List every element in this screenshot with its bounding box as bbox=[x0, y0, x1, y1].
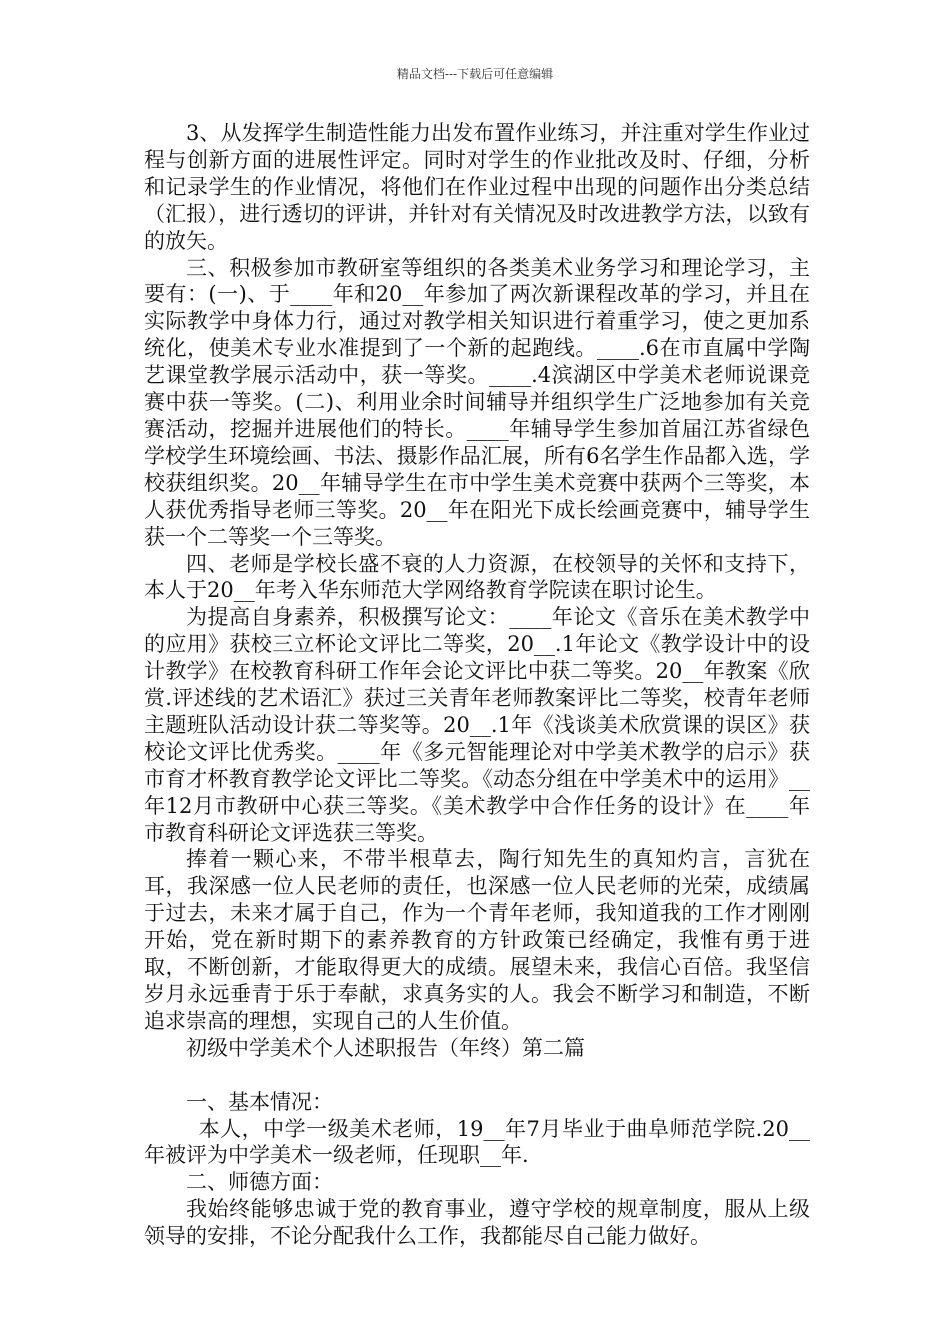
heading-basic-info: 一、基本情况： bbox=[186, 1089, 333, 1114]
paragraph-further-education: 四、老师是学校长盛不衰的人力资源，在校领导的关怀和支持下，本人于20__年考入华东师范大学网络教育学院读在职讨论生。 bbox=[144, 551, 810, 603]
page-header: 精品文档---下载后可任意编辑 bbox=[396, 67, 554, 81]
heading-teacher-ethics: 二、师德方面： bbox=[186, 1170, 333, 1195]
section-title-second-report: 初级中学美术个人述职报告（年终）第二篇 bbox=[186, 1035, 585, 1060]
document-body bbox=[144, 120, 810, 1250]
paragraph-teacher-ethics: 我始终能够忠诚于党的教育事业，遵守学校的规章制度，服从上级领导的安排，不论分配我什么工作，我都能尽自己能力做好。 bbox=[144, 1197, 810, 1249]
paragraph-conclusion: 捧着一颗心来，不带半根草去，陶行知先生的真知灼言，言犹在耳，我深感一位人民老师的责任，也深感一位人民老师的光荣，成绩属于过去，未来才属于自己，作为一个青年老师，我知道我的工作才刚刚开始，党在新时期下的素养教育的方针政策已经确定，我惟有勇于进取，不断创新，才能取得更大的成绩。展望未来，我信心百倍。我坚信岁月永远垂青于乐于奉献，求真务实的人。我会不断学习和制造，不断追求崇高的理想，实现自己的人生价值。 bbox=[144, 847, 810, 1033]
paragraph-professional-study: 三、积极参加市教研室等组织的各类美术业务学习和理论学习，主要有：(一)、于____年和20__年参加了两次新课程改革的学习，并且在实际教学中身体力行，通过对教学相关知识进行着重学习，使之更加系统化，使美术专业水准提到了一个新的起跑线。____.6在市直属中学陶艺课堂教学展示活动中，获一等奖。____.4滨湖区中学美术老师说课竞赛中获一等奖。(二)、利用业余时间辅导并组织学生广泛地参加有关竞赛活动，挖掘并进展他们的特长。____年辅导学生参加首届江苏省绿色学校学生环境绘画、书法、摄影作品汇展，所有6名学生作品都入选，学校获组织奖。20__年辅导学生在市中学生美术竞赛中获两个三等奖，本人获优秀指导老师三等奖。20__年在阳光下成长绘画竞赛中，辅导学生获一个二等奖一个三等奖。 bbox=[144, 255, 810, 549]
paragraph-papers-awards: 为提高自身素养，积极撰写论文：____年论文《音乐在美术教学中的应用》获校三立杯论文评比二等奖，20__.1年论文《教学设计中的设计教学》在校教育科研工作年会论文评比中获二等奖。20__年教案《欣赏.评述线的艺术语汇》获过三关青年老师教案评比二等奖，校青年老师主题班队活动设计获二等奖等。20__.1年《浅谈美术欣赏课的误区》获校论文评比优秀奖。____年《多元智能理论对中学美术教学的启示》获市育才杯教育教学论文评比二等奖。《动态分组在中学美术中的运用》__年12月市教研中心获三等奖。《美术教学中合作任务的设计》在____年市教育科研论文评选获三等奖。 bbox=[144, 605, 810, 845]
paragraph-basic-info: 本人，中学一级美术老师，19__年7月毕业于曲阜师范学院.20__年被评为中学美术一级老师，任现职__年. bbox=[144, 1116, 810, 1168]
paragraph-homework-practice: 3、从发挥学生制造性能力出发布置作业练习，并注重对学生作业过程与创新方面的进展性评定。同时对学生的作业批改及时、仔细，分析和记录学生的作业情况，将他们在作业过程中出现的问题作出分类总结（汇报），进行透切的评讲，并针对有关情况及时改进教学方法，以致有的放矢。 bbox=[144, 121, 810, 253]
